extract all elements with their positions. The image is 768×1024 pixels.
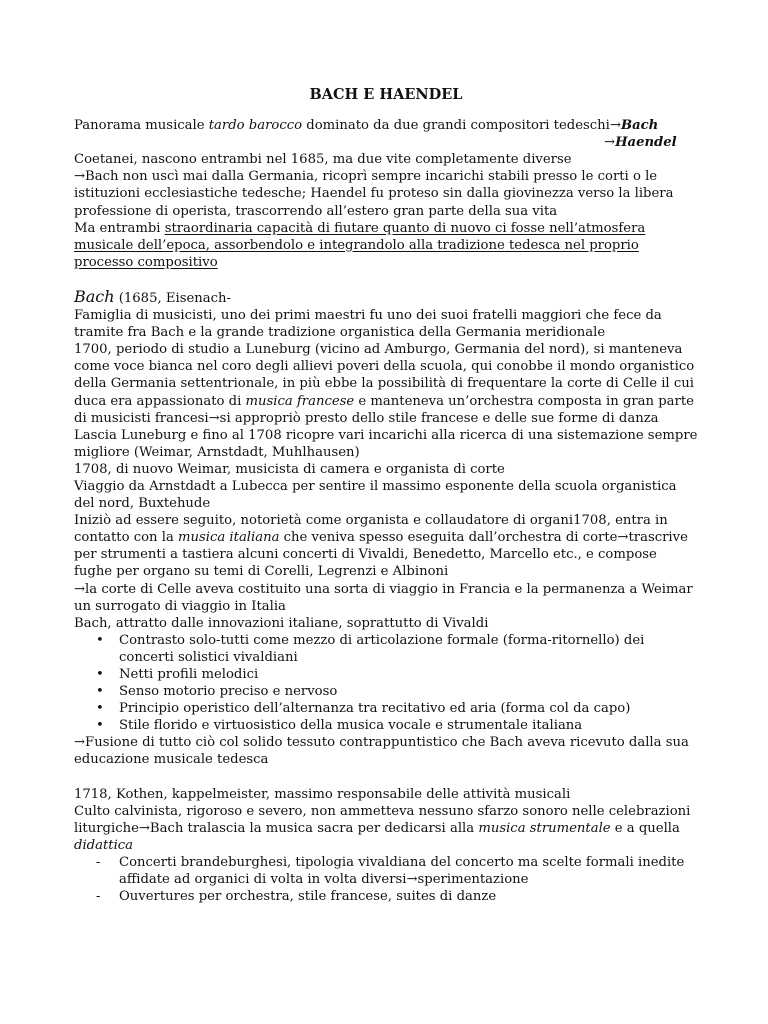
list-item-text: Stile florido e virtuosistico della musica vocale e strumentale italiana	[119, 718, 583, 734]
weimar-paragraph: 1708, di nuovo Weimar, musicista di camera e organista di corte	[74, 461, 505, 477]
bullet-icon: •	[96, 718, 104, 734]
document-title: BACH E HAENDEL	[309, 86, 463, 103]
intro-text-b: dominato da due grandi compositori tedeschi	[302, 118, 610, 134]
luneburg-paragraph	[74, 341, 698, 426]
inizio-text-a: Iniziò ad essere seguito, notorietà come organista e collaudatore di organi1708, entra in contatto con la	[74, 513, 668, 546]
list-item-text: Senso motorio preciso e nervoso	[119, 684, 338, 700]
list-item	[74, 717, 698, 734]
culto-italic-1: musica strumentale	[478, 820, 611, 836]
bach-heading-name: Bach	[74, 286, 115, 306]
dash-list	[74, 854, 698, 905]
attratto-paragraph: Bach, attratto dalle innovazioni italiane, soprattutto di Vivaldi	[74, 615, 489, 631]
dash-icon: -	[96, 854, 101, 870]
intro-haendel-line	[74, 134, 698, 151]
intro-italic: tardo barocco	[208, 118, 303, 134]
kothen-paragraph: 1718, Kothen, kappelmeister, massimo responsabile delle attività musicali	[74, 786, 571, 802]
capacita-paragraph	[74, 220, 698, 271]
list-item	[74, 666, 698, 683]
intro-text-a: Panorama musicale	[74, 118, 209, 134]
luneburg-text-a: 1700, periodo di studio a Luneburg (vicino ad Amburgo, Germania del nord), si manteneva come voce bianca nel coro degli allievi poveri della scuola, qui conobbe il mondo organistico della Germania settentrionale, in più ebbe la possibilità di frequentare la corte di Celle il cui duca era appassionato di	[74, 342, 695, 409]
list-item	[74, 700, 698, 717]
spacer	[74, 769, 698, 786]
coetanei-paragraph: Coetanei, nascono entrambi nel 1685, ma due vite completamente diverse	[74, 152, 572, 168]
luneburg-italic: musica francese	[245, 393, 355, 409]
intro-haendel: Haendel	[615, 135, 677, 151]
list-item	[74, 683, 698, 700]
list-item	[74, 854, 698, 888]
bullet-icon: •	[96, 632, 104, 648]
list-item-text: Contrasto solo-tutti come mezzo di articolazione formale (forma-ritornello) dei concerti solistici vivaldiani	[119, 632, 645, 665]
famiglia-paragraph: Famiglia di musicisti, uno dei primi maestri fu uno dei suoi fratelli maggiori che fece da tramite fra Bach e la grande tradizione organistica della Germania meridionale	[74, 308, 662, 341]
culto-italic-2: didattica	[74, 837, 134, 853]
inizio-paragraph	[74, 512, 698, 580]
list-item	[74, 632, 698, 666]
celle-paragraph: →la corte di Celle aveva costituito una sorta di viaggio in Francia e la permanenza a Weimar un surrogato di viaggio in Italia	[74, 581, 693, 614]
luneburg-text-b: e manteneva un’orchestra composta in gran parte di musicisti francesi→si appropriò presto dello stile francese e delle sue forme di danza	[74, 393, 694, 426]
bullet-list	[74, 632, 698, 735]
bach-vs-haendel-paragraph: →Bach non uscì mai dalla Germania, ricoprì sempre incarichi stabili presso le corti o le istituzioni ecclesiastiche tedesche; Haendel fu proteso sin dalla giovinezza verso la libera professione di operista, trascorrendo all’estero gran parte della sua vita	[74, 169, 674, 219]
list-item-text: Netti profili melodici	[119, 667, 259, 682]
list-item-text: Concerti brandeburghesi, tipologia vivaldiana del concerto ma scelte formali inedite affidate ad organici di volta in volta diversi→sperimentazione	[119, 854, 685, 888]
capacita-text: Ma entrambi	[74, 220, 165, 236]
culto-text-a: Culto calvinista, rigoroso e severo, non ammetteva nessuno sfarzo sonoro nelle celebrazioni liturgiche→Bach tralascia la musica sacra per dedicarsi alla	[74, 803, 691, 836]
arrow-icon: →	[604, 135, 616, 151]
list-item-text: Principio operistico dell’alternanza tra recitativo ed aria (forma col da capo)	[119, 701, 631, 717]
inizio-italic: musica italiana	[178, 530, 280, 546]
dash-icon: -	[96, 889, 101, 905]
arrow-icon: →	[609, 118, 621, 134]
intro-paragraph	[74, 117, 698, 134]
spacer	[74, 271, 698, 288]
culto-text-b: e a quella	[610, 820, 680, 836]
list-item-text: Ouvertures per orchestra, stile francese, suites di danze	[119, 889, 497, 905]
bullet-icon: •	[96, 701, 104, 717]
fusione-paragraph: →Fusione di tutto ciò col solido tessuto contrappuntistico che Bach aveva ricevuto dalla sua educazione musicale tedesca	[74, 735, 689, 768]
list-item	[74, 888, 698, 905]
document-page	[74, 86, 698, 905]
bullet-icon: •	[96, 684, 104, 700]
capacita-underlined: straordinaria capacità di fiutare quanto di nuovo ci fosse nell’atmosfera musicale dell’epoca, assorbendolo e integrandolo alla tradizione tedesca nel proprio processo compositivo	[74, 220, 646, 270]
bullet-icon: •	[96, 667, 104, 682]
viaggio-paragraph: Viaggio da Arnstdadt a Lubecca per sentire il massimo esponente della scuola organistica del nord, Buxtehude	[74, 478, 677, 512]
culto-paragraph	[74, 803, 698, 854]
bach-heading-rest: (1685, Eisenach-	[114, 290, 231, 306]
lascia-paragraph: Lascia Luneburg e fino al 1708 ricopre vari incarichi alla ricerca di una sistemazione sempre migliore (Weimar, Arnstdadt, Muhlhausen)	[74, 427, 698, 460]
intro-bach: Bach	[620, 118, 659, 134]
inizio-text-b: che veniva spesso eseguita dall’orchestra di corte→trascrive per strumenti a tastiera alcuni concerti di Vivaldi, Benedetto, Marcello etc., e compose fughe per organo su temi di Corelli, Legrenzi e Albinoni	[74, 530, 688, 580]
bach-heading	[74, 288, 698, 307]
